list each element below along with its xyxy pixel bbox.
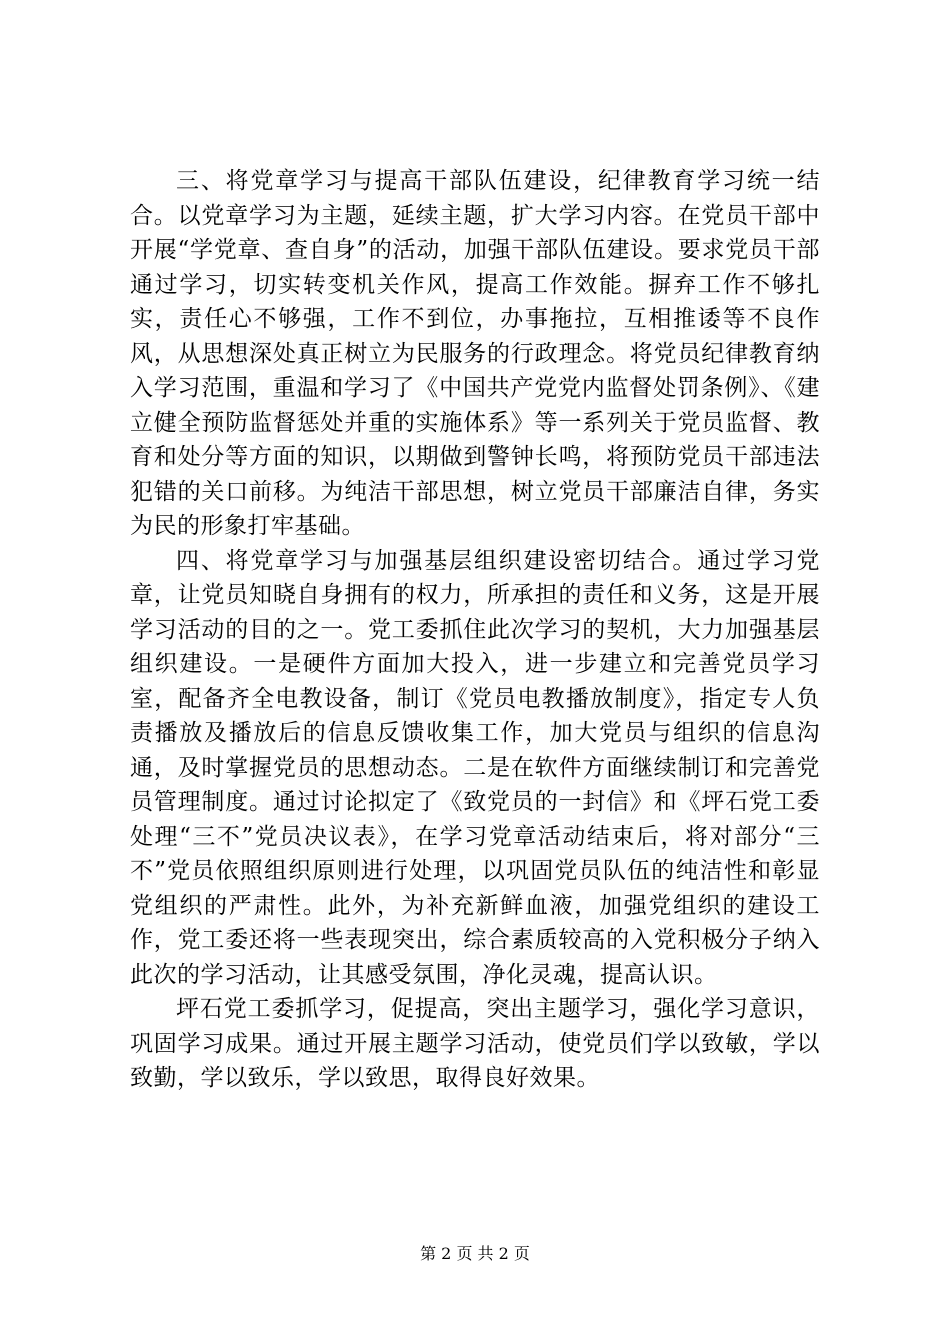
paragraph-section-four: 四、将党章学习与加强基层组织建设密切结合。通过学习党章，让党员知晓自身拥有的权力，所承担的责任和义务，这是开展学习活动的目的之一。党工委抓住此次学习的契机，大力加强基层组织建设。一是硬件方面加大投入，进一步建立和完善党员学习室，配备齐全电教设备，制订《党员电教播放制度》，指定专人负责播放及播放后的信息反馈收集工作，加大党员与组织的信息沟通，及时掌握党员的思想动态。二是在软件方面继续制订和完善党员管理制度。通过讨论拟定了《致党员的一封信》和《坪石党工委处理“三不”党员决议表》，在学习党章活动结束后，将对部分“三不”党员依照组织原则进行处理，以巩固党员队伍的纯洁性和彰显党组织的严肃性。此外，为补充新鲜血液，加强党组织的建设工作，党工委还将一些表现突出，综合素质较高的入党积极分子纳入此次的学习活动，让其感受氛围，净化灵魂，提高认识。 bbox=[130, 547, 820, 988]
page-number-footer: 第 2 页 共 2 页 bbox=[420, 1244, 530, 1263]
document-body bbox=[130, 164, 820, 1096]
paragraph-section-three: 三、将党章学习与提高干部队伍建设，纪律教育学习统一结合。以党章学习为主题，延续主题，扩大学习内容。在党员干部中开展“学党章、查自身”的活动，加强干部队伍建设。要求党员干部通过学习，切实转变机关作风，提高工作效能。摒弃工作不够扎实，责任心不够强，工作不到位，办事拖拉，互相推诿等不良作风，从思想深处真正树立为民服务的行政理念。将党员纪律教育纳入学习范围，重温和学习了《中国共产党党内监督处罚条例》、《建立健全预防监督惩处并重的实施体系》等一系列关于党员监督、教育和处分等方面的知识，以期做到警钟长鸣，将预防党员干部违法犯错的关口前移。为纯洁干部思想，树立党员干部廉洁自律，务实为民的形象打牢基础。 bbox=[130, 168, 820, 539]
paragraph-summary: 坪石党工委抓学习，促提高，突出主题学习，强化学习意识，巩固学习成果。通过开展主题学习活动，使党员们学以致敏，学以致勤，学以致乐，学以致思，取得良好效果。 bbox=[130, 996, 820, 1091]
